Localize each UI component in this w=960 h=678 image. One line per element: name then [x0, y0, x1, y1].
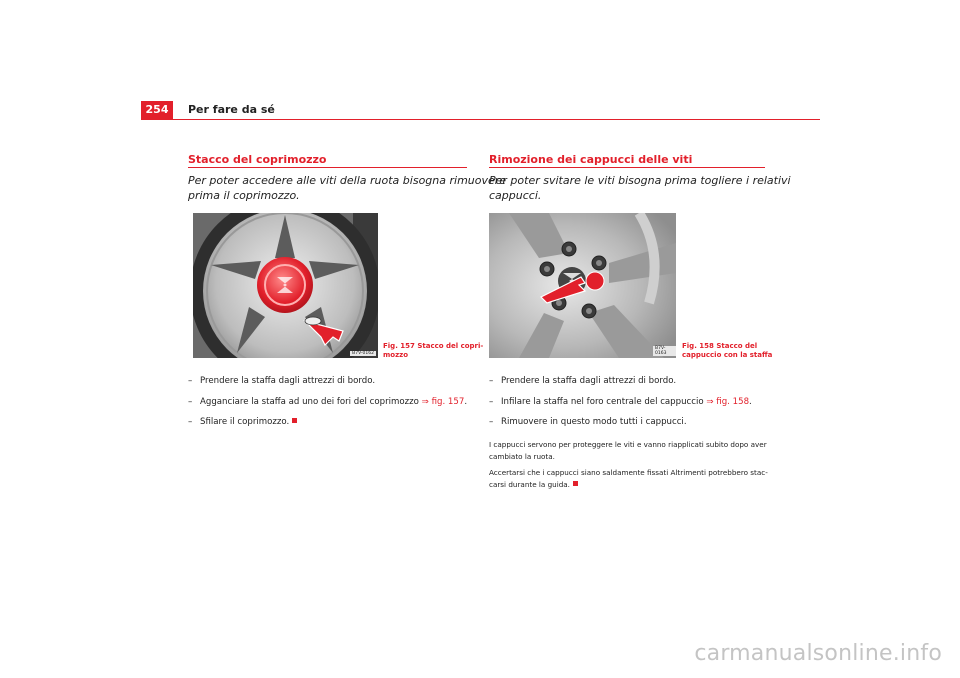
running-header: Per fare da sé — [188, 103, 275, 116]
list-item: – Sfilare il coprimozzo. — [188, 417, 297, 427]
caption-line: mozzo — [383, 351, 409, 359]
section-intro-right — [489, 174, 791, 203]
intro-line: cappucci. — [489, 188, 542, 202]
section-rule-right — [489, 167, 765, 168]
wheel-hubcap-illustration — [193, 213, 378, 358]
note-line: cambiato la ruota. — [489, 452, 555, 461]
watermark: carmanualsonline.info — [694, 641, 942, 666]
caption-line: Fig. 158 Stacco del — [682, 342, 758, 350]
figure-caption-left — [383, 342, 483, 360]
caption-line: cappuccio con la staffa — [682, 351, 773, 359]
intro-line: prima il coprimozzo. — [188, 188, 300, 202]
figure-reference-link[interactable]: ⇒ fig. 158 — [706, 397, 750, 407]
section-intro-left — [188, 174, 506, 203]
section-title-left: Stacco del coprimozzo — [188, 153, 327, 166]
list-item: – Prendere la staffa dagli attrezzi di bordo. — [188, 376, 376, 386]
end-of-section-icon — [573, 481, 578, 486]
note-line: Accertarsi che i cappucci siano saldamente fissati Altrimenti potrebbero stac- — [489, 468, 768, 477]
note-line: carsi durante la guida. — [489, 479, 768, 491]
caption-line: Fig. 157 Stacco del copri- — [383, 342, 484, 350]
figure-hubcap-removal — [193, 213, 378, 358]
figure-code: B7V-0162 — [352, 351, 374, 356]
end-of-section-icon — [292, 418, 297, 423]
list-item: – Agganciare la staffa ad uno dei fori del coprimozzo ⇒ fig. 157. — [188, 397, 468, 407]
note-text — [489, 439, 768, 491]
wheel-bolt-cap-illustration — [489, 213, 676, 358]
list-item: – Rimuovere in questo modo tutti i cappucci. — [489, 417, 687, 427]
intro-line: Per poter svitare le viti bisogna prima togliere i relativi — [489, 174, 791, 187]
section-title-right: Rimozione dei cappucci delle viti — [489, 153, 693, 166]
header-rule — [141, 119, 820, 120]
intro-line: Per poter accedere alle viti della ruota bisogna rimuovere — [188, 174, 507, 187]
figure-reference-link[interactable]: ⇒ fig. 157 — [421, 397, 465, 407]
figure-code: B7V-0163 — [653, 346, 676, 356]
list-item: – Prendere la staffa dagli attrezzi di bordo. — [489, 376, 677, 386]
section-rule-left — [188, 167, 467, 168]
page-number: 254 — [141, 101, 173, 119]
note-line: I cappucci servono per proteggere le viti e vanno riapplicati subito dopo aver — [489, 440, 767, 449]
figure-caption-right — [682, 342, 772, 360]
figure-bolt-cap-removal — [489, 213, 676, 358]
list-item: – Infilare la staffa nel foro centrale del cappuccio ⇒ fig. 158. — [489, 397, 752, 407]
